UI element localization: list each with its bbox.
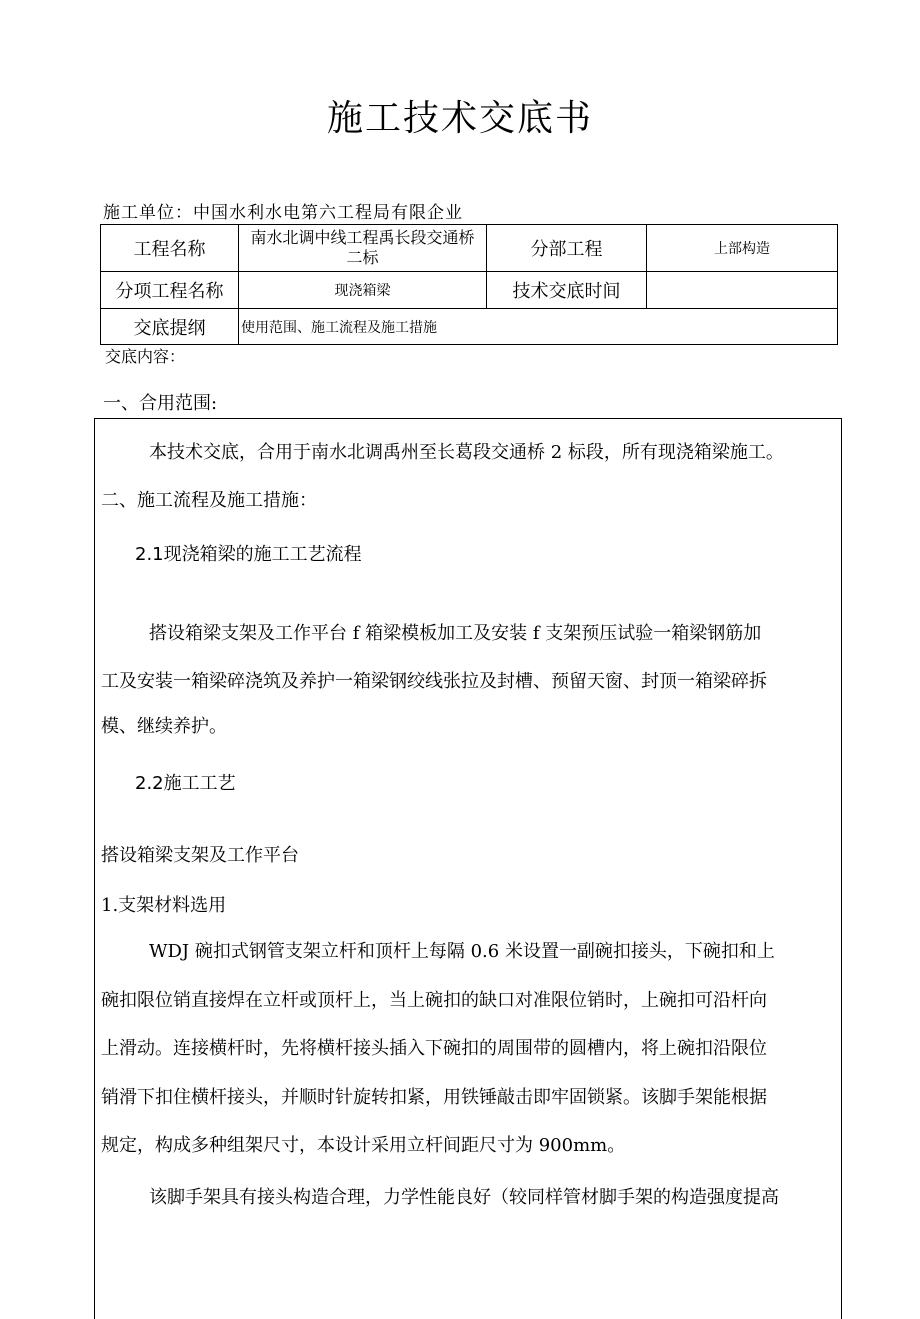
content-label: 交底内容： [105,347,186,366]
division-label: 分部工程 [487,225,647,272]
subsection-title: 施工工艺 [163,773,236,794]
subsection-2-1 [135,543,362,567]
subsection-2-2 [135,772,236,796]
table-row [101,309,838,345]
subitem-value: 现浇箱梁 [239,272,487,309]
flow-line-3: 模、继续养护。 [101,716,227,737]
flow-line-2: 工及安装一箱梁碎浇筑及养护一箱梁钢绞线张拉及封槽、预留天窗、封顶一箱梁碎拆 [101,671,767,692]
project-name-line-1: 南水北调中线工程禹长段交通桥 [250,228,475,247]
wdj-line-5: 规定，构成多种组架尺寸，本设计采用立杆间距尺寸为 900mm。 [101,1135,626,1156]
info-table [100,224,838,345]
subsection-number: 2.1 [135,544,164,565]
subitem-label: 分项工程名称 [101,272,239,309]
scaffold-heading: 搭设箱梁支架及工作平台 [101,845,299,866]
wdj-line-2: 碗扣限位销直接焊在立杆或顶杆上，当上碗扣的缺口对准限位销时，上碗扣可沿杆向 [101,990,767,1011]
project-name-value [239,225,487,272]
subsection-title: 现浇箱梁的施工工艺流程 [163,544,362,565]
section1-heading: 一、合用范围: [103,393,218,414]
time-label: 技术交底时间 [487,272,647,309]
outline-label: 交底提纲 [101,309,239,345]
wdj-line-3: 上滑动。连接横杆时，先将横杆接头插入下碗扣的周围带的圆槽内，将上碗扣沿限位 [101,1038,767,1059]
content-box [94,418,842,1319]
outline-value: 使用范围、施工流程及施工措施 [239,309,838,345]
project-name-line-2: 二标 [346,248,379,267]
division-value: 上部构造 [647,225,838,272]
scope-paragraph: 本技术交底，合用于南水北调禹州至长葛段交通桥 2 标段，所有现浇箱梁施工。 [149,442,784,463]
wdj-line-4: 销滑下扣住横杆接头，并顺时针旋转扣紧，用铁锤敲击即牢固锁紧。该脚手架能根据 [101,1087,767,1108]
flow-line-1: 搭设箱梁支架及工作平台 f 箱梁模板加工及安装 f 支架预压试验一箱梁钢筋加 [149,623,762,644]
project-name-label: 工程名称 [101,225,239,272]
material-heading: 1.支架材料选用 [101,895,227,916]
document-title: 施工技术交底书 [326,98,593,139]
table-row [101,225,838,272]
last-line: 该脚手架具有接头构造合理，力学性能良好（较同样管材脚手架的构造强度提高 [149,1187,779,1208]
table-row [101,272,838,309]
wdj-line-1: WDJ 碗扣式钢管支架立杆和顶杆上每隔 0.6 米设置一副碗扣接头，下碗扣和上 [149,941,775,962]
construction-unit: 施工单位：中国水利水电第六工程局有限企业 [103,203,463,223]
time-value [647,272,838,309]
subsection-number: 2.2 [135,773,164,794]
section2-heading: 二、施工流程及施工措施： [101,490,317,511]
